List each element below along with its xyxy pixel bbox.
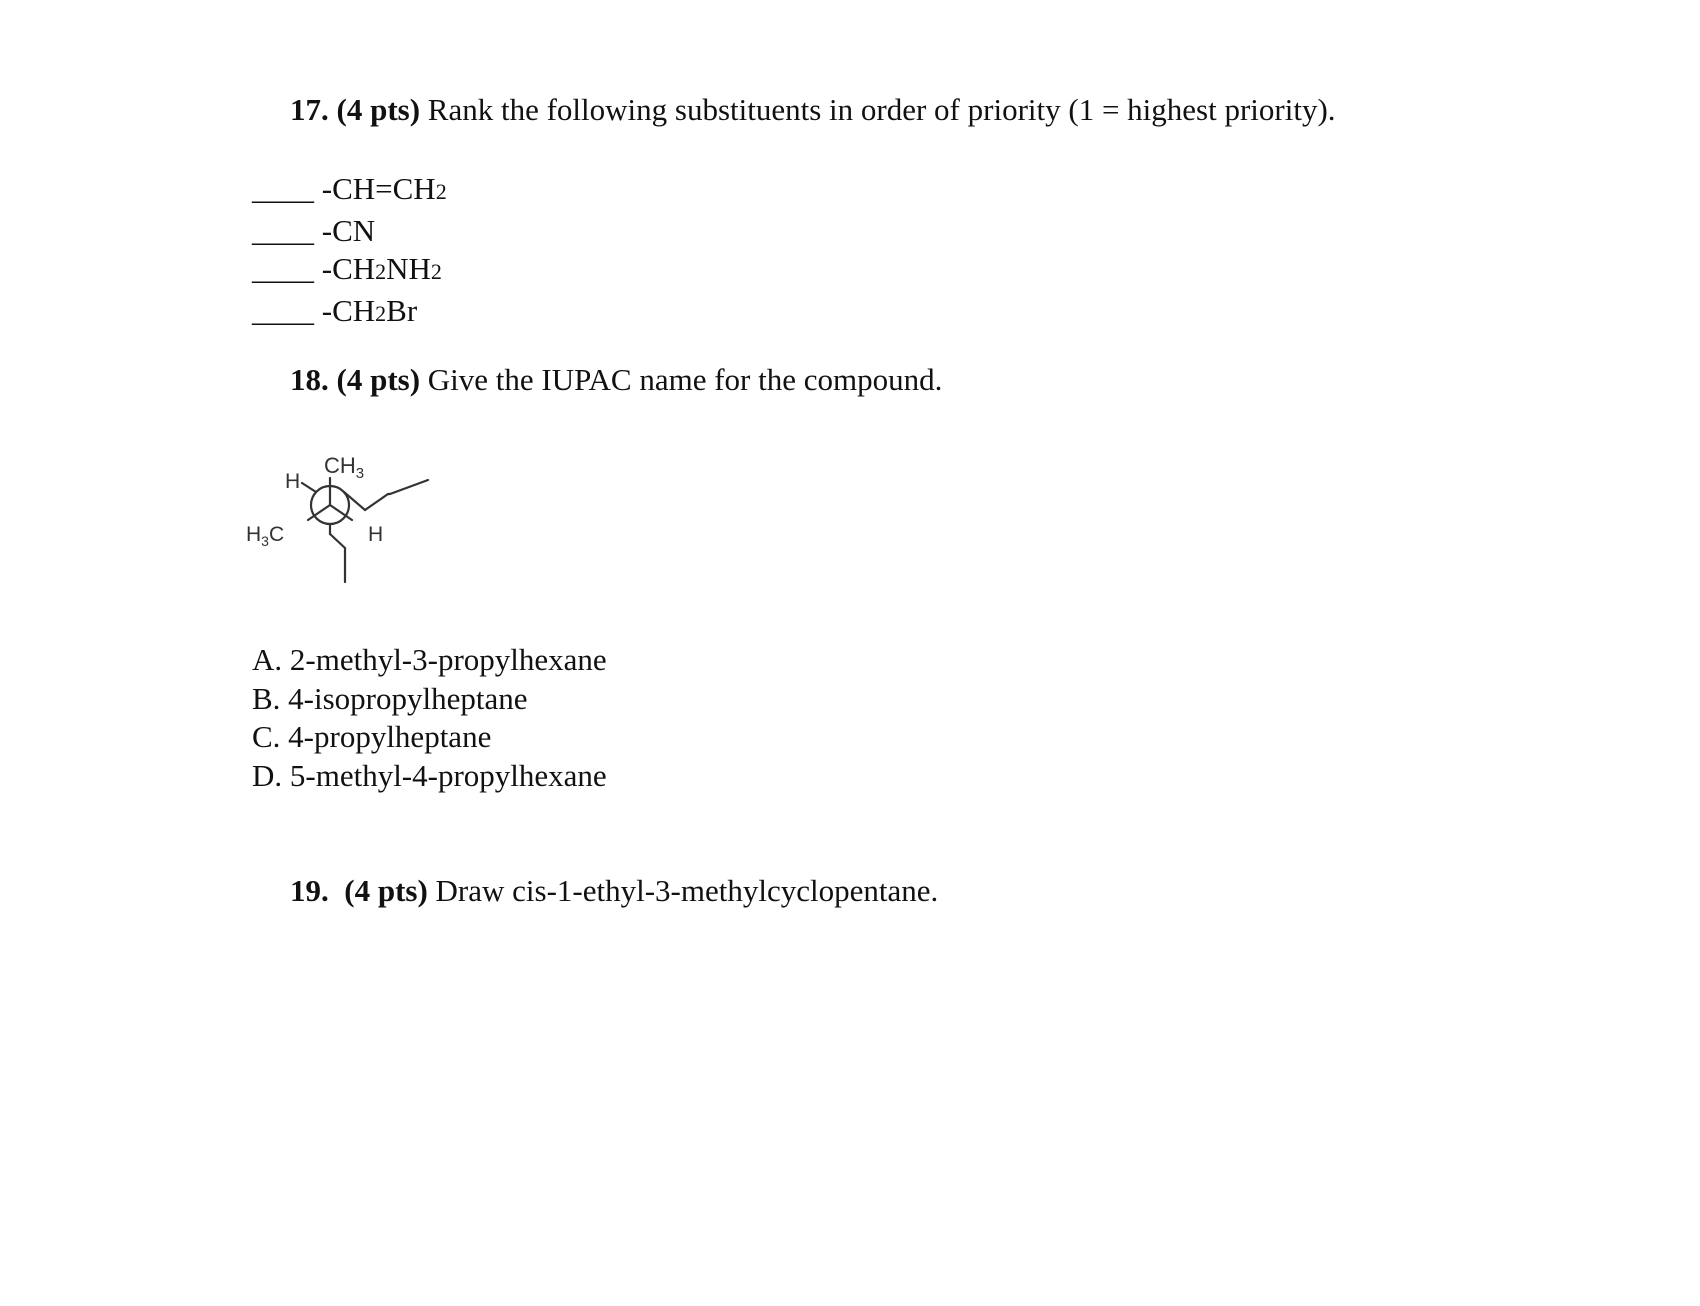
question-18-text: Give the IUPAC name for the compound. — [427, 362, 943, 397]
substituent-formula: -CH=CH — [321, 171, 436, 206]
substituent-item — [252, 170, 447, 212]
hydrogen-lower-right-label: H — [368, 523, 384, 546]
subscript: 2 — [430, 259, 442, 284]
substituent-item — [252, 292, 447, 334]
answer-choice-a[interactable]: A. 2-methyl-3-propylhexane — [252, 642, 607, 677]
question-19-text: Draw cis-1-ethyl-3-methylcyclopentane. — [435, 873, 939, 908]
propyl-chain-right-1 — [365, 494, 388, 510]
question-18-number: 18. — [290, 362, 329, 397]
question-17-number: 17. — [290, 92, 329, 127]
question-19-number: 19. — [290, 873, 329, 908]
answer-choices — [252, 641, 607, 795]
rear-bond-upper-right — [344, 492, 365, 510]
propyl-chain-down-1 — [330, 534, 345, 548]
question-17-text: Rank the following substituents in order of priority (1 = highest priority). — [427, 92, 1336, 127]
answer-blank[interactable]: ____ — [252, 251, 314, 286]
substituent-formula-tail: NH — [386, 251, 431, 286]
answer-choice-d[interactable]: D. 5-methyl-4-propylhexane — [252, 757, 607, 793]
rear-bond-upper-left — [302, 483, 316, 492]
subscript: 2 — [435, 179, 447, 204]
answer-choice-c[interactable]: C. 4-propylheptane — [252, 719, 492, 754]
hydrogen-upper-left-label: H — [285, 470, 301, 493]
question-17-points: (4 pts) — [336, 92, 421, 127]
methyl-left-label: $H_3C$ — [246, 523, 285, 549]
question-19-heading — [290, 873, 938, 909]
substituent-list — [252, 170, 447, 333]
answer-blank[interactable]: ____ — [252, 212, 314, 248]
propyl-chain-right-3 — [390, 480, 428, 494]
ch3-top-label: $CH_3$ — [324, 453, 365, 482]
answer-blank[interactable]: ____ — [252, 171, 314, 206]
answer-choice-b[interactable]: B. 4-isopropylheptane — [252, 680, 528, 716]
question-19-points: (4 pts) — [344, 873, 428, 908]
subscript: 2 — [375, 259, 387, 284]
substituent-formula: -CN — [321, 212, 376, 248]
subscript: 2 — [375, 300, 387, 326]
substituent-formula: -CH — [321, 251, 376, 286]
question-18-heading — [290, 362, 942, 398]
substituent-formula: -CH — [321, 292, 376, 328]
substituent-item — [252, 250, 447, 292]
substituent-formula-tail: Br — [386, 292, 418, 328]
question-18-points: (4 pts) — [336, 362, 421, 397]
question-17-heading — [290, 92, 1336, 128]
answer-blank[interactable]: ____ — [252, 292, 314, 328]
newman-projection-structure — [240, 440, 440, 610]
substituent-item — [252, 212, 447, 251]
